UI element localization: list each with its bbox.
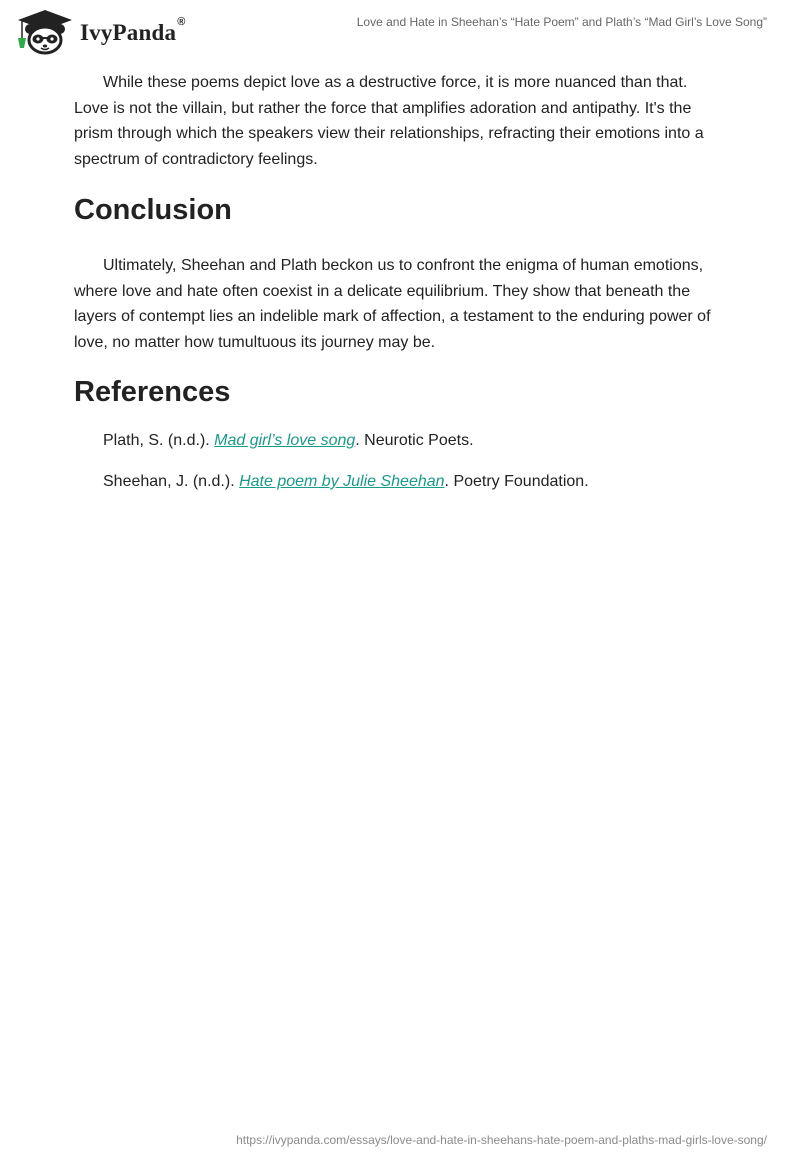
page-header — [0, 0, 800, 64]
ivypanda-logo[interactable] — [14, 8, 186, 56]
conclusion-paragraph: Ultimately, Sheehan and Plath beckon us to confront the enigma of human emotions, where love and hate often coexist in a delicate equilibrium. They show that beneath the layers of contempt lies an indelible mark of affection, a testament to the enduring power of love, no matter how tumultuous its journey may be. — [74, 257, 711, 351]
references-heading: References — [74, 376, 231, 408]
essay-content — [74, 70, 724, 510]
registered-mark: ® — [177, 16, 186, 28]
reference-item — [74, 428, 724, 454]
brand-name: IvyPanda® — [80, 16, 186, 45]
reference-link[interactable]: Mad girl’s love song — [214, 432, 356, 449]
reference-citation: Sheehan, J. (n.d.). — [103, 473, 240, 490]
references-list — [74, 428, 724, 495]
reference-source: . Neurotic Poets. — [355, 432, 474, 449]
reference-link[interactable]: Hate poem by Julie Sheehan — [239, 473, 445, 490]
footer-url[interactable]: https://ivypanda.com/essays/love-and-hate-in-sheehans-hate-poem-and-plaths-mad-girls-love-song/ — [236, 1133, 767, 1147]
conclusion-heading: Conclusion — [74, 194, 232, 226]
document-title: Love and Hate in Sheehan’s “Hate Poem” and Plath’s “Mad Girl’s Love Song” — [356, 15, 767, 29]
reference-item — [74, 469, 724, 495]
panda-graduate-icon — [14, 8, 76, 56]
reference-citation: Plath, S. (n.d.). — [103, 432, 215, 449]
intro-paragraph: While these poems depict love as a destructive force, it is more nuanced than that. Love is not the villain, but rather the force that amplifies adoration and antipathy. It's the prism through which the speakers view their relationships, refracting their emotions into a spectrum of contradictory feelings. — [74, 74, 704, 168]
reference-source: . Poetry Foundation. — [444, 473, 589, 490]
